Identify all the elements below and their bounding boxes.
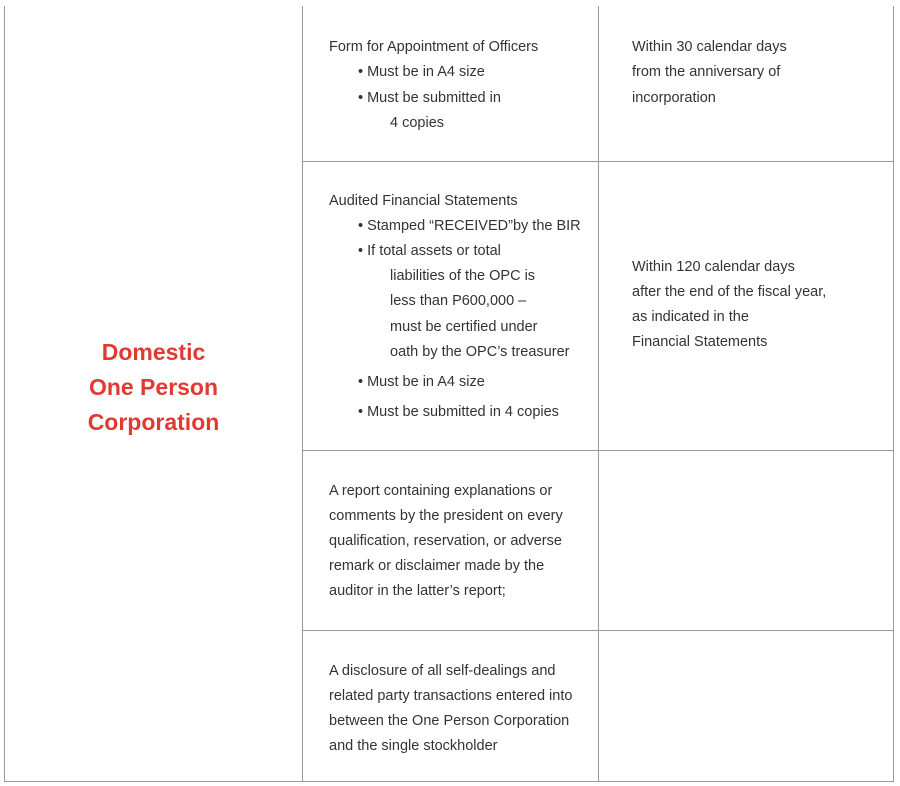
category-label (5, 335, 302, 440)
requirement-line: qualification, reservation, or adverse (329, 533, 562, 549)
category-line: Domestic (101, 339, 206, 365)
requirement-title: Audited Financial Statements (329, 193, 518, 209)
category-line: One Person (88, 374, 219, 400)
requirement-continuation: oath by the OPC’s treasurer (390, 344, 570, 360)
requirement-continuation: must be certified under (390, 319, 538, 335)
table-border-bottom (4, 781, 894, 782)
requirement-continuation: 4 copies (390, 115, 445, 131)
requirement-bullet: • Must be submitted in (358, 90, 501, 106)
deadline-line: Within 30 calendar days (632, 39, 787, 55)
requirement-continuation: less than P600,000 – (390, 293, 527, 309)
requirement-title: Form for Appointment of Officers (329, 39, 539, 55)
requirement-line: and the single stockholder (329, 738, 498, 754)
requirement-line: between the One Person Corporation (329, 713, 570, 729)
deadline-line: Financial Statements (632, 334, 768, 350)
category-line: Corporation (87, 409, 220, 435)
requirement-line: remark or disclaimer made by the (329, 558, 545, 574)
row-divider (302, 161, 894, 162)
requirement-bullet: • If total assets or total (358, 243, 501, 259)
deadline-line: after the end of the fiscal year, (632, 284, 827, 300)
requirement-bullet: • Must be in A4 size (358, 374, 485, 390)
column-divider (598, 6, 599, 782)
row-divider (302, 450, 894, 451)
table-border-right (893, 6, 894, 782)
deadline-line: from the anniversary of (632, 64, 781, 80)
requirement-continuation: liabilities of the OPC is (390, 268, 536, 284)
requirement-line: comments by the president on every (329, 508, 563, 524)
requirement-bullet: • Must be submitted in 4 copies (358, 404, 559, 420)
requirement-bullet: • Must be in A4 size (358, 64, 485, 80)
requirement-bullet: • Stamped “RECEIVED”by the BIR (358, 218, 581, 234)
requirement-line: auditor in the latter’s report; (329, 583, 506, 599)
requirement-line: A disclosure of all self-dealings and (329, 663, 556, 679)
deadline-line: as indicated in the (632, 309, 749, 325)
deadline-line: Within 120 calendar days (632, 259, 795, 275)
requirement-line: A report containing explanations or (329, 483, 553, 499)
requirement-line: related party transactions entered into (329, 688, 573, 704)
deadline-line: incorporation (632, 90, 716, 106)
column-divider (302, 6, 303, 782)
row-divider (302, 630, 894, 631)
